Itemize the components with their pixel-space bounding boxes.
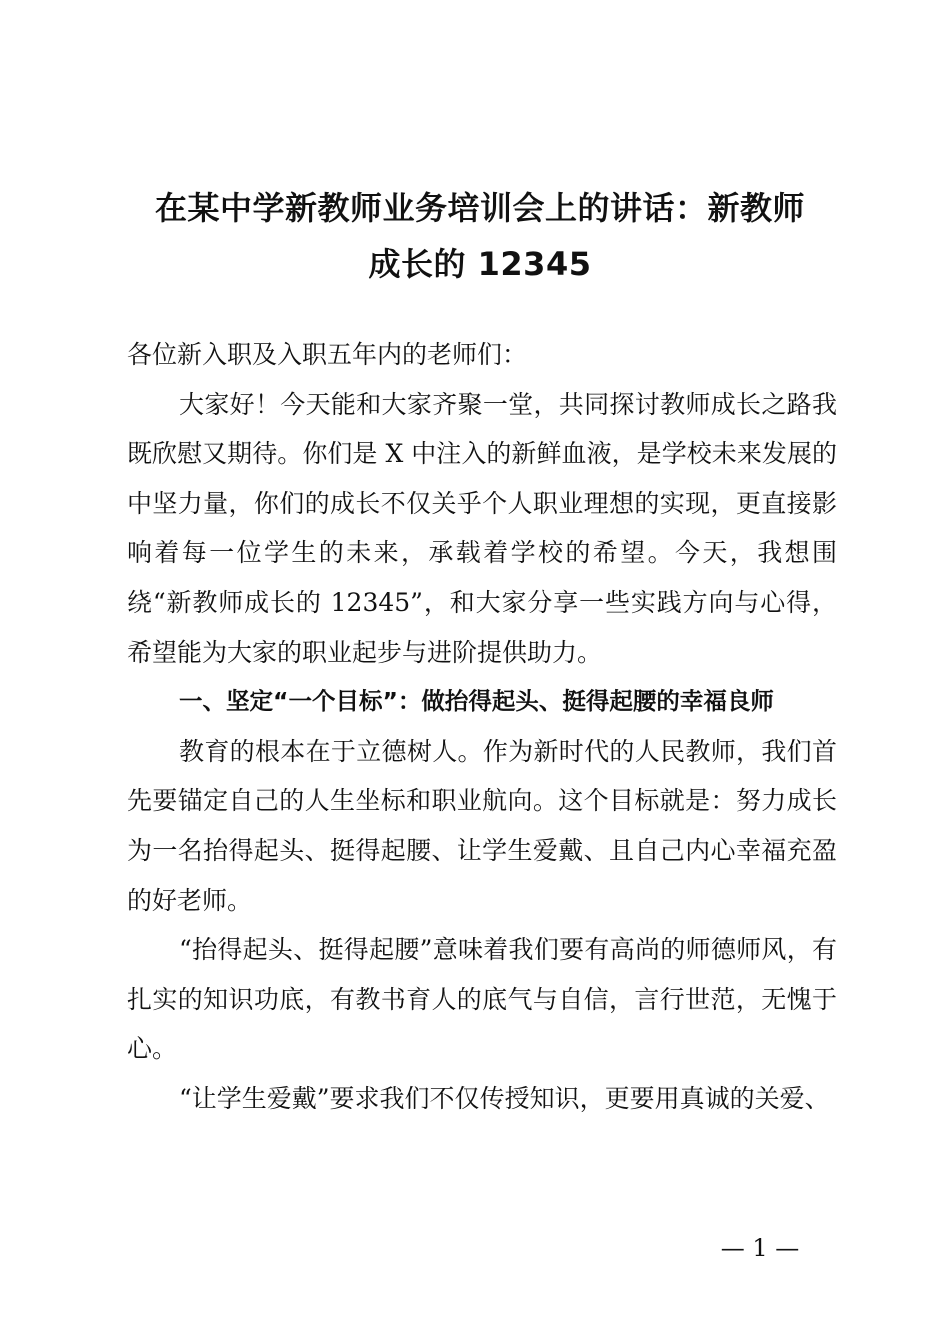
document-title xyxy=(110,180,850,292)
paragraph-student-love: “让学生爱戴”要求我们不仅传授知识，更要用真诚的关爱、 xyxy=(179,1083,830,1113)
paragraph-head-high: “抬得起头、挺得起腰”意味着我们要有高尚的师德师风，有扎实的知识功底，有教书育人的底气与自信，言行世范，无愧于心。 xyxy=(127,935,837,1064)
salutation: 各位新入职及入职五年内的老师们： xyxy=(127,340,528,369)
page-number: — 1 — xyxy=(720,1234,800,1262)
paragraph-opening: 大家好！今天能和大家齐聚一堂，共同探讨教师成长之路我既欣慰又期待。你们是 X 中注入的新鲜血液，是学校未来发展的中坚力量，你们的成长不仅关乎个人职业理想的实现，更直接影响着每一位学生的未来，承载着学校的希望。今天，我想围绕“新教师成长的 12345”，和大家分享一些实践方向与心得，希望能为大家的职业起步与进阶提供助力。 xyxy=(127,389,837,667)
paragraph-goal: 教育的根本在于立德树人。作为新时代的人民教师，我们首先要锚定自己的人生坐标和职业航向。这个目标就是：努力成长为一名抬得起头、挺得起腰、让学生爱戴、且自己内心幸福充盈的好老师。 xyxy=(127,736,837,915)
title-line-2: 成长的 12345 xyxy=(368,245,592,283)
section-heading-1: 一、坚定“一个目标”：做抬得起头、挺得起腰的幸福良师 xyxy=(179,687,774,716)
title-line-1: 在某中学新教师业务培训会上的讲话：新教师 xyxy=(154,189,805,227)
document-body xyxy=(127,330,837,1124)
